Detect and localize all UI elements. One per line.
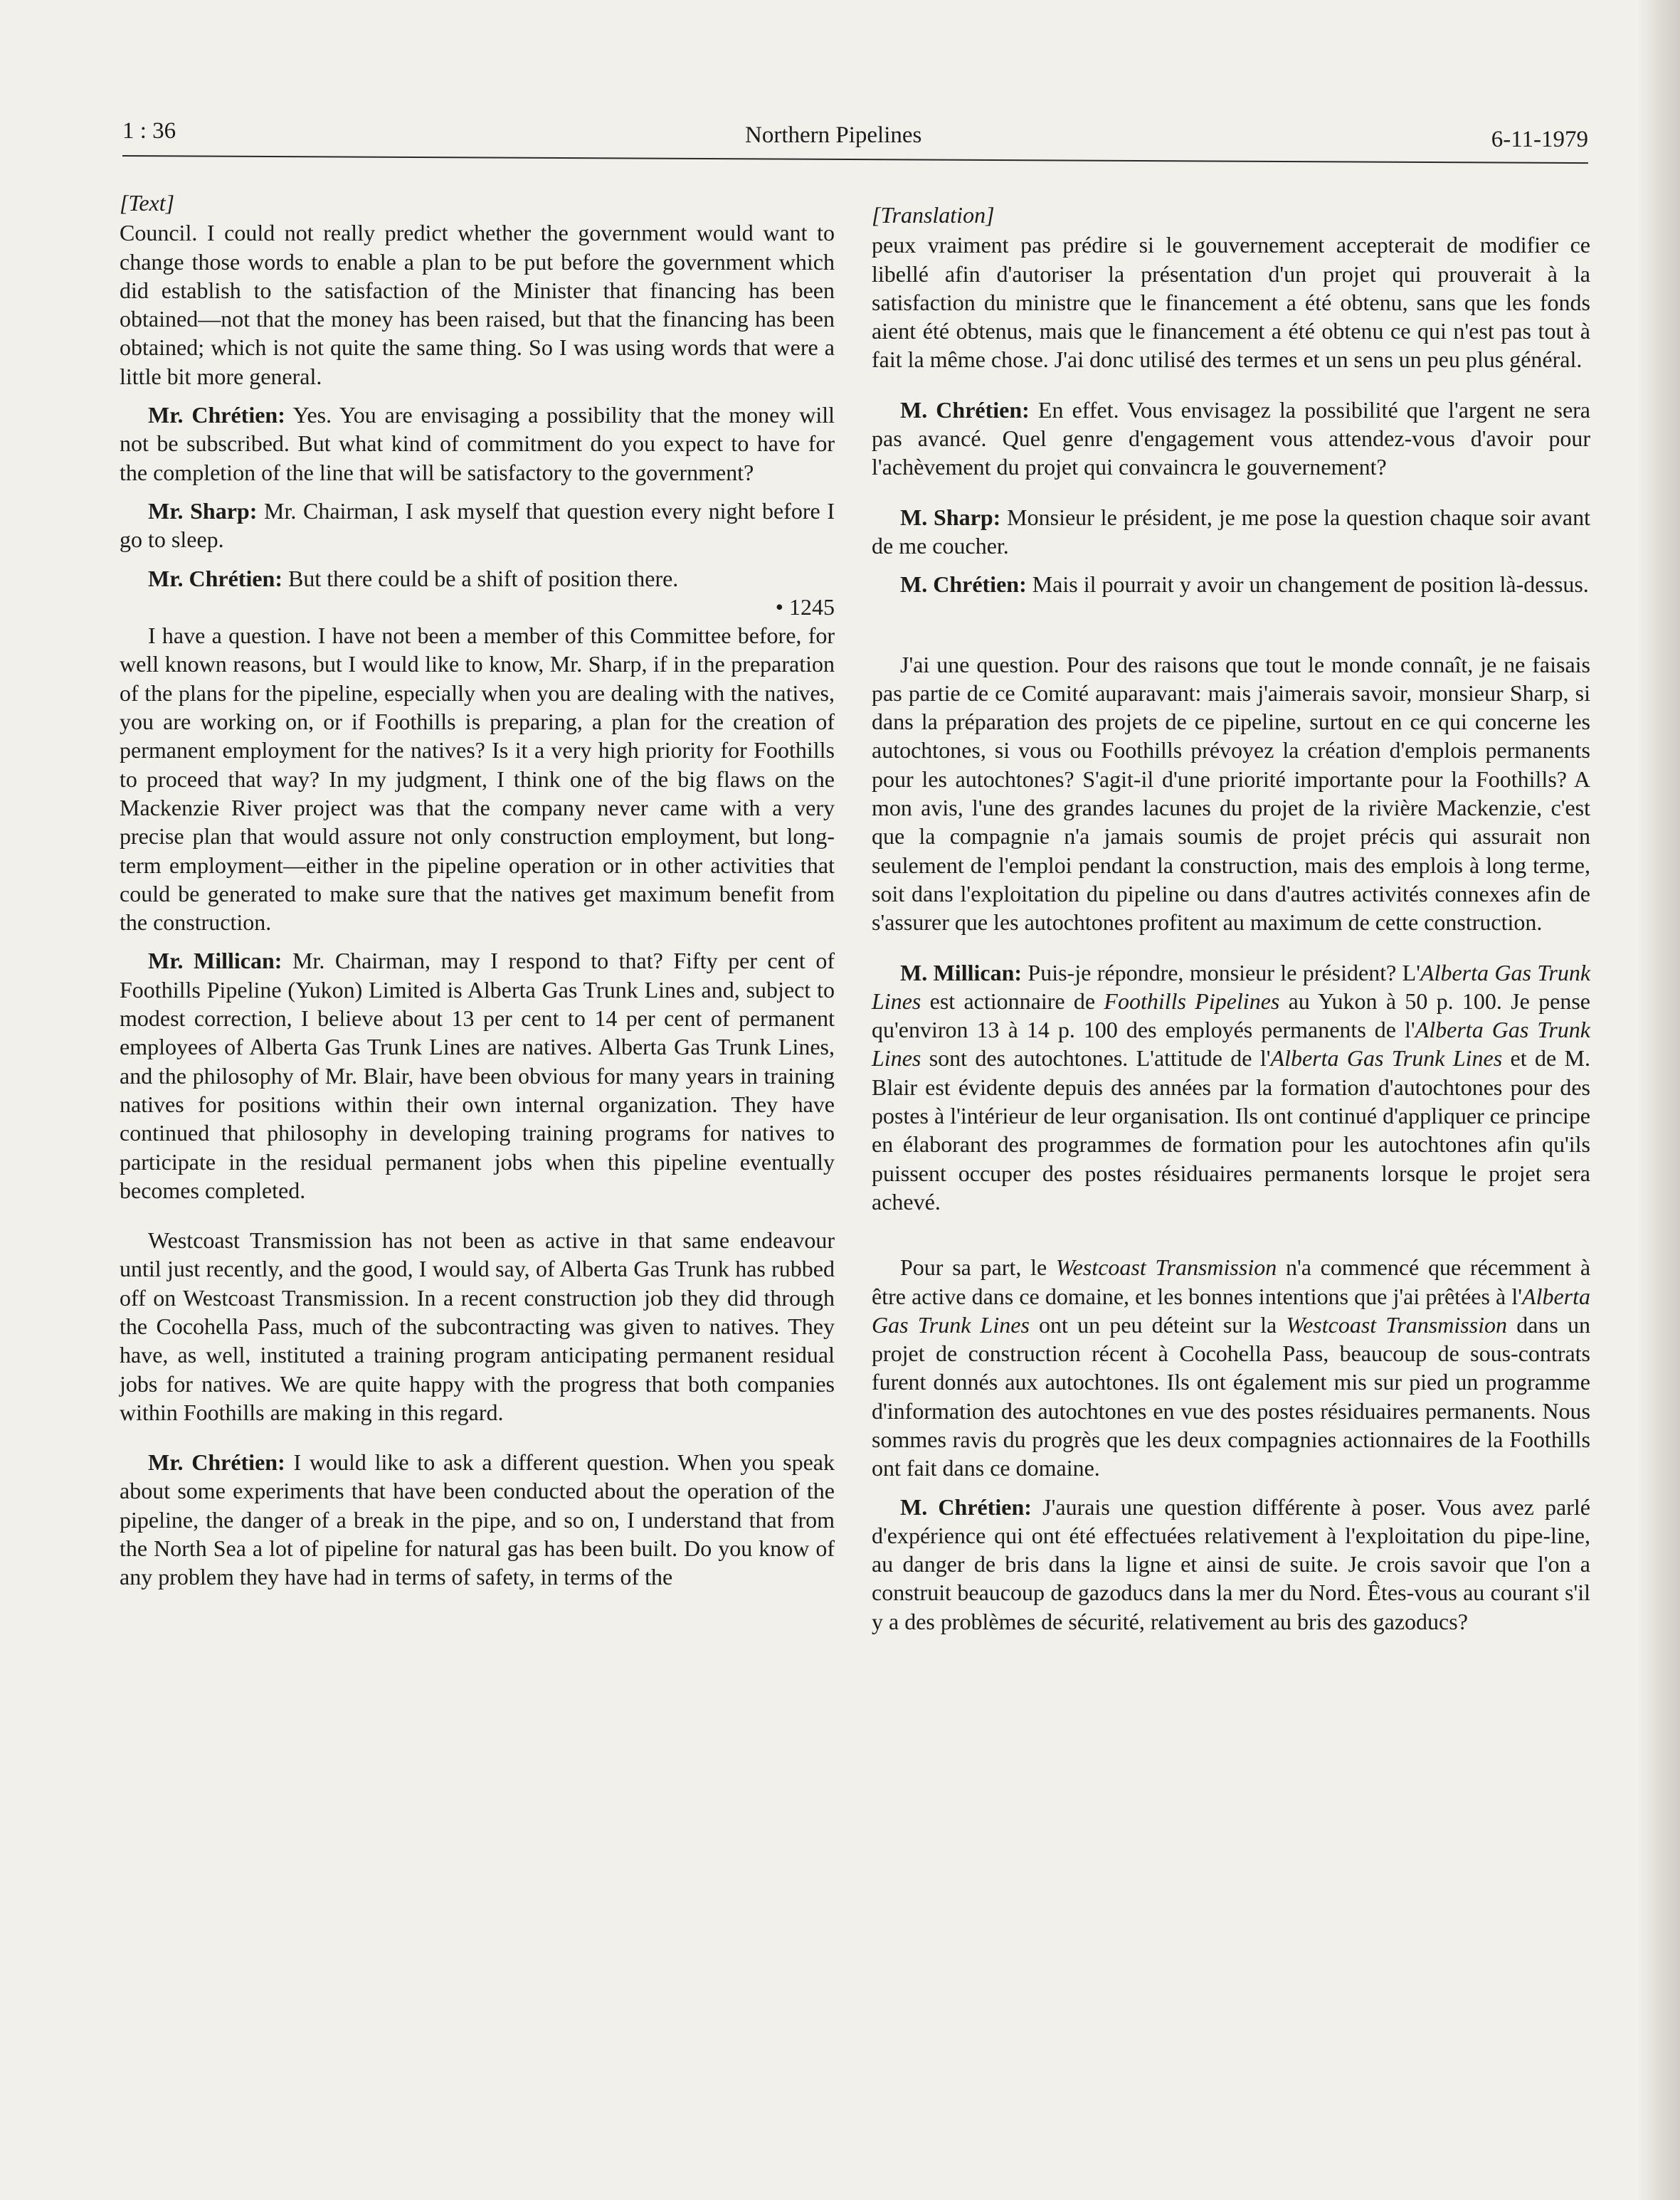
column-label: [Text]: [120, 190, 175, 216]
speaker-name: M. Chrétien:: [900, 1493, 1032, 1520]
speaker-name: Mr. Sharp:: [148, 497, 258, 524]
paragraph: [872, 231, 1590, 374]
paragraph: [872, 1253, 1590, 1482]
speaker-name: M. Chrétien:: [900, 396, 1030, 423]
paragraph-text: J'aurais une question différente à poser. Vous avez parlé d'expérience qui ont été effectuées relativement à l'exploitation du pipe-line, au danger de bris dans la ligne et ainsi de suite. Je crois savoir que l'on a construit beaucoup de gazoducs dans la mer du Nord. Êtes-vous au courant s'il y a des problèmes de sécurité, relativement au bris des gazoducs?: [872, 1493, 1591, 1634]
paragraph: [120, 1448, 835, 1591]
paragraph: [120, 564, 835, 593]
speaker-name: Mr. Millican:: [148, 948, 282, 974]
running-title: Northern Pipelines: [745, 122, 922, 148]
paragraph: [872, 503, 1590, 561]
paragraph-text: En effet. Vous envisagez la possibilité que l'argent ne sera pas avancé. Quel genre d'engagement vous attendez-vous d'avoir pour l'achèvement du projet qui convaincra le gouvernement?: [872, 396, 1591, 480]
paragraph: [872, 396, 1590, 482]
speaker-name: M. Millican:: [900, 959, 1023, 985]
paragraph-text: Mais il pourrait y avoir un changement de position là-dessus.: [1026, 571, 1589, 598]
column-label: [Translation]: [872, 202, 995, 228]
paragraph: [120, 946, 835, 1205]
paragraph: [872, 958, 1590, 1217]
paragraph-text: I would like to ask a different question. When you speak about some experiments that have been conducted about the operation of the pipeline, the danger of a break in the pipe, and so on, I understand that from the North Sea a lot of pipeline for natural gas has been built. Do you know of any problem they have had in terms of safety, in terms of the: [120, 1449, 835, 1590]
company-name: Westcoast Transmission: [1055, 1254, 1277, 1281]
text-run: dans un projet de construction récent à Cocohella Pass, beaucoup de sous-contrats furent donnés aux autochtones. Ils ont également mis sur pied un programme d'information des autochtones en vue des postes résiduaires permanents. Nous sommes ravis du progrès que les deux compagnies actionnaires de la Foothills ont fait dans ce domaine.: [872, 1311, 1591, 1481]
speaker-name: Mr. Chrétien:: [148, 565, 282, 591]
speaker-name: M. Sharp:: [900, 504, 1001, 530]
paragraph: [120, 621, 835, 936]
speaker-name: Mr. Chrétien:: [148, 1449, 285, 1476]
text-run: au Yukon à 50 p. 100. Je pense qu'environ 13 à 14 p. 100 des employés permanents de l': [872, 988, 1591, 1043]
paragraph: [120, 1226, 835, 1427]
company-name: Westcoast Transmission: [1286, 1311, 1508, 1338]
paragraph-text: Westcoast Transmission has not been as active in that same endeavour until just recently, and the good, I would say, of Alberta Gas Trunk has rubbed off on Westcoast Transmission. In a recent construction job they did through the Cocohella Pass, much of the subcontracting was given to natives. They have, as well, instituted a training program anticipating permanent residual jobs for natives. We are quite happy with the progress that both companies within Foothills are making in this regard.: [120, 1227, 835, 1425]
paragraph: [872, 570, 1590, 598]
paragraph-text: J'ai une question. Pour des raisons que tout le monde connaît, je ne faisais pas partie de ce Comité auparavant: mais j'aimerais savoir, monsieur Sharp, si dans la préparation des projets de ce pipeline, surtout en ce qui concerne les autochtones, si vous ou Foothills prévoyez la création d'emplois permanents pour les autochtones? S'agit-il d'une priorité importante pour la Foothills? A mon avis, l'une des grandes lacunes du projet de la rivière Mackenzie, c'est que la compagnie n'a jamais soumis de projet précis qui assurait non seulement de l'emploi pendant la construction, mais des emplois à long terme, soit dans l'exploitation du pipeline ou dans d'autres activités connexes afin de s'assurer que les autochtones profitent au maximum de cette construction.: [872, 651, 1590, 936]
paragraph-text: I have a question. I have not been a member of this Committee before, for well known reasons, but I would like to know, Mr. Sharp, if in the preparation of the plans for the pipeline, especially when you are dealing with the natives, you are working on, or if Foothills is preparing, a plan for the creation of permanent employment for the natives? Is it a very high priority for Foothills to proceed that way? In my judgment, I think one of the big flaws on the Mackenzie River project was that the company never came with a very precise plan that would assure not only construction employment, but long-term employment—either in the pipeline operation or in other activities that could be generated to make sure that the natives get maximum benefit from the construction.: [120, 623, 835, 936]
paragraph-text: Monsieur le président, je me pose la question chaque soir avant de me coucher.: [872, 504, 1591, 559]
paragraph-text: Council. I could not really predict whether the government would want to change those words to enable a plan to be put before the government which did establish to the satisfaction of the Minister that financing has been obtained—not that the money has been raised, but that the financing has been obtained; which is not quite the same thing. So I was using words that were a little bit more general.: [120, 220, 835, 389]
paragraph-text: But there could be a shift of position there.: [282, 565, 679, 591]
company-name: Alberta Gas Trunk Lines: [1270, 1045, 1503, 1072]
page-edge-shadow: [1637, 0, 1680, 2200]
company-name: Alberta Gas Trunk Lines: [872, 1017, 1591, 1072]
text-run: Pour sa part, le: [900, 1254, 1056, 1281]
paragraph-text: Mr. Chairman, I ask myself that question every night before I go to sleep.: [120, 497, 835, 553]
page-header: [122, 114, 1617, 157]
paragraph: [120, 218, 835, 391]
paragraph-text: peux vraiment pas prédire si le gouvernement accepterait de modifier ce libellé afin d'autoriser la présentation d'un projet qui prouverait à la satisfaction du ministre que le financement a été obtenu, sans que les fonds aient été obtenus, mais que le financement a été obtenu ce qui n'est pas tout à fait la même chose. J'ai donc utilisé des termes et un sens un peu plus général.: [872, 232, 1590, 373]
english-column: [120, 189, 835, 1592]
french-column: [872, 201, 1590, 1636]
text-run: ont un peu déteint sur la: [1029, 1311, 1287, 1338]
paragraph-text: Yes. You are envisaging a possibility that the money will not be subscribed. But what kind of commitment do you expect to have for the completion of the line that will be satisfactory to the government?: [120, 402, 835, 485]
company-name: Alberta Gas Trunk Lines: [872, 1283, 1590, 1338]
text-run: Puis-je répondre, monsieur le président? L': [1022, 959, 1420, 985]
timestamp: • 1245: [775, 593, 835, 620]
page-number: 1 : 36: [122, 118, 176, 144]
text-run: est actionnaire de: [921, 988, 1104, 1014]
paragraph: [120, 401, 835, 487]
company-name: Foothills Pipelines: [1104, 988, 1280, 1014]
paragraph: [120, 497, 835, 554]
paragraph: [872, 1493, 1590, 1636]
paragraph-text: Mr. Chairman, may I respond to that? Fifty per cent of Foothills Pipeline (Yukon) Limited is Alberta Gas Trunk Lines and, subject to modest correction, I believe about 13 per cent to 14 per cent of permanent employees of Alberta Gas Trunk Lines are natives. Alberta Gas Trunk Lines, and the philosophy of Mr. Blair, have been obvious for many years in training natives for positions within their own internal organization. They have continued that philosophy in developing training programs for natives to participate in the residual permanent jobs when this pipeline eventually becomes completed.: [120, 948, 835, 1203]
company-name: Alberta Gas Trunk Lines: [872, 959, 1591, 1014]
text-run: sont des autochtones. L'attitude de l': [921, 1045, 1271, 1072]
speaker-name: M. Chrétien:: [900, 571, 1027, 598]
text-run: et de M. Blair est évidente depuis des années par la formation d'autochtones pour des postes à l'intérieur de leur organisation. Ils ont continué d'appliquer ce principe en élaborant des programmes de formation pour les autochtones afin qu'ils puissent occuper des postes résiduaires permanents lorsque le projet sera achevé.: [872, 1045, 1591, 1215]
speaker-name: Mr. Chrétien:: [148, 402, 285, 428]
paragraph: [872, 650, 1590, 937]
text-run: n'a commencé que récemment à être active dans ce domaine, et les bonnes intentions que j'ai prêtées à l': [872, 1254, 1591, 1309]
page-date: 6-11-1979: [1491, 127, 1588, 152]
